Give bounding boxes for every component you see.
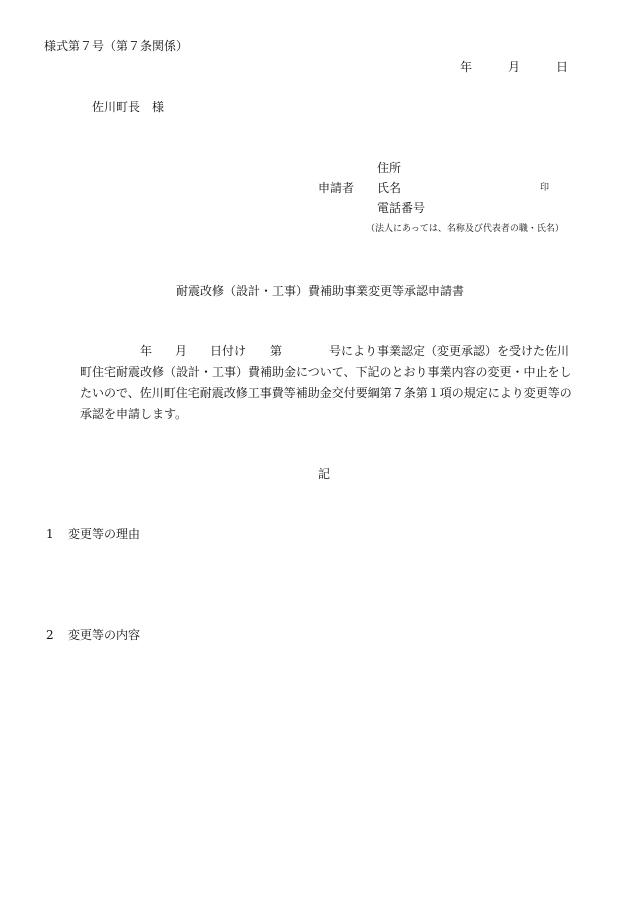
applicant-name-label: 氏名 xyxy=(377,181,402,195)
body-line-1: 号により事業認定（変更承認）を受けた佐川 xyxy=(329,344,570,358)
date-month-label: 月 xyxy=(508,60,521,74)
addressee: 佐川町長 様 xyxy=(92,100,165,114)
body-number-prefix: 第 xyxy=(270,344,283,358)
body-day-label: 日付け xyxy=(210,344,247,358)
body-year-label: 年 xyxy=(140,344,153,358)
body-line-3: たいので、佐川町住宅耐震改修工事費等補助金交付要綱第７条第１項の規定により変更等の xyxy=(80,386,572,400)
corporate-note: （法人にあっては、名称及び代表者の職・氏名） xyxy=(366,224,564,234)
date-year-label: 年 xyxy=(460,60,473,74)
section-2-number: 2 xyxy=(46,628,54,642)
body-month-label: 月 xyxy=(175,344,188,358)
body-line-4: 承認を申請します。 xyxy=(80,407,188,421)
section-2-label: 変更等の内容 xyxy=(68,628,141,642)
document-title: 耐震改修（設計・工事）費補助事業変更等承認申請書 xyxy=(176,284,465,298)
ki-mark: 記 xyxy=(318,467,331,481)
body-line-2: 町住宅耐震改修（設計・工事）費補助金について、下記のとおり事業内容の変更・中止をし xyxy=(80,365,572,379)
applicant-address-label: 住所 xyxy=(377,161,402,175)
applicant-role-label: 申請者 xyxy=(318,181,355,195)
date-day-label: 日 xyxy=(556,60,569,74)
form-number: 様式第７号（第７条関係） xyxy=(44,39,189,53)
section-1-number: 1 xyxy=(46,527,54,541)
applicant-phone-label: 電話番号 xyxy=(377,201,426,215)
section-1-label: 変更等の理由 xyxy=(68,527,141,541)
seal-mark: 印 xyxy=(540,183,550,193)
